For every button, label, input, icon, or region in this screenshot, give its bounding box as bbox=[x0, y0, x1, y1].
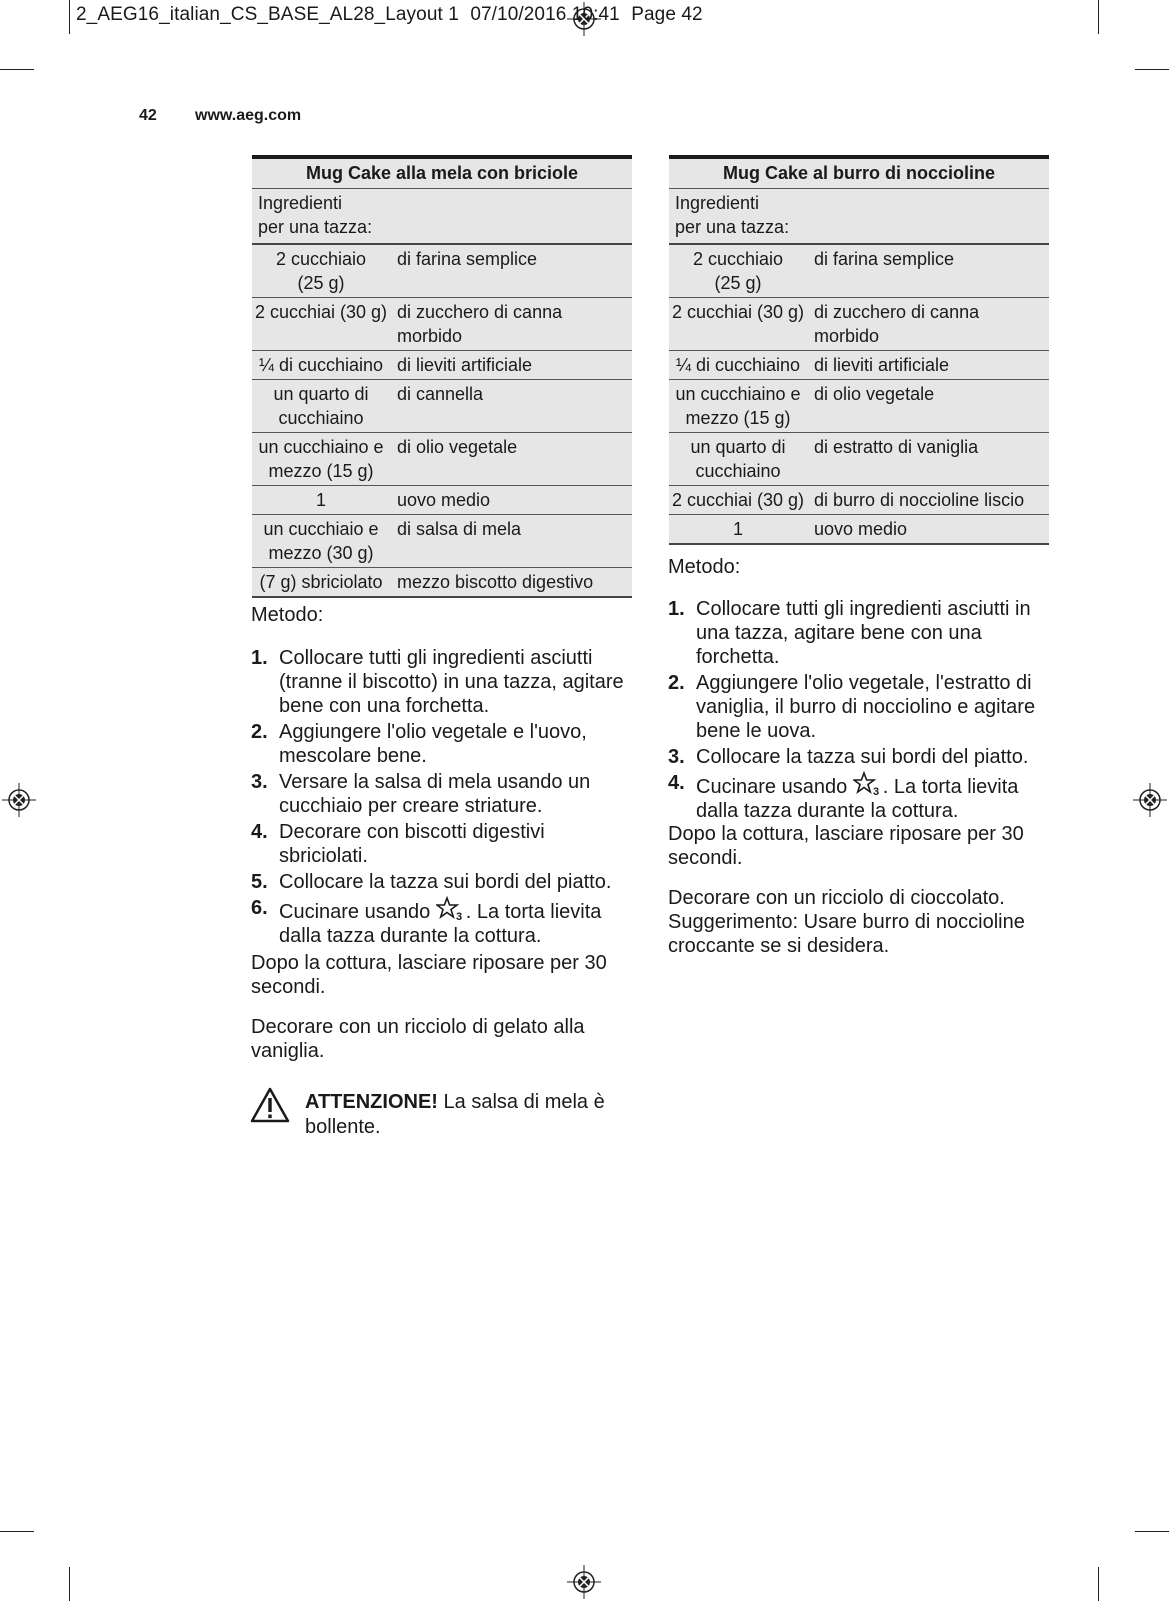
list-item: 1. Collocare tutti gli ingredienti asciutti in una tazza, agitare bene con una forchetta. bbox=[668, 598, 1031, 668]
ingredient-row: 2 cucchiai (30 g) di zucchero di canna morbido bbox=[252, 298, 632, 351]
page-number: 42 bbox=[139, 107, 157, 124]
method-heading: Metodo: bbox=[668, 556, 741, 578]
svg-text:3: 3 bbox=[872, 786, 879, 797]
crop-mark bbox=[1135, 69, 1169, 70]
crop-mark bbox=[0, 1531, 34, 1532]
ingredient-row: un quarto di cucchiaino di estratto di vaniglia bbox=[669, 433, 1049, 486]
after-cooking-text: Dopo la cottura, lasciare riposare per 30 secondi. bbox=[251, 952, 607, 998]
ingredients-table bbox=[252, 155, 632, 598]
crosshair-registration-icon bbox=[2, 783, 36, 817]
slug-datetime: 07/10/2016 10:41 bbox=[470, 4, 620, 25]
website-url: www.aeg.com bbox=[195, 107, 302, 124]
ingredient-row: un cucchiaino e mezzo (15 g) di olio vegetale bbox=[252, 433, 632, 486]
slug-filename: 2_AEG16_italian_CS_BASE_AL28_Layout 1 bbox=[76, 4, 459, 25]
warning-message: La salsa di mela è bollente. bbox=[305, 1091, 605, 1138]
list-item: 3. Versare la salsa di mela usando un cucchiaio per creare striature. bbox=[251, 771, 591, 817]
ingredient-row: ¼ di cucchiaino di lieviti artificiale bbox=[252, 351, 632, 380]
print-slug bbox=[76, 4, 709, 26]
list-item: 6. Cucinare usando 3 . La torta lievita dalla tazza durante la cottura. bbox=[251, 897, 602, 947]
recipe-title: Mug Cake alla mela con briciole bbox=[252, 157, 632, 189]
ingredient-row: (7 g) sbriciolato mezzo biscotto digestivo bbox=[252, 568, 632, 598]
ingredient-row: 1 uovo medio bbox=[252, 486, 632, 515]
list-item: 2. Aggiungere l'olio vegetale e l'uovo, mescolare bene. bbox=[251, 721, 587, 767]
method-heading: Metodo: bbox=[251, 604, 324, 626]
method-steps bbox=[251, 646, 631, 950]
crop-mark bbox=[69, 1567, 70, 1601]
recipe-left bbox=[252, 155, 632, 598]
ingredients-header: Ingredienti per una tazza: bbox=[252, 189, 632, 245]
list-item: 4. Cucinare usando 3 . La torta lievita dalla tazza durante la cottura. bbox=[668, 772, 1019, 822]
warning-note bbox=[305, 1090, 625, 1140]
list-item: 2. Aggiungere l'olio vegetale, l'estratto di vaniglia, il burro di nocciolino e agitare bene le uova. bbox=[668, 672, 1036, 742]
recipe-title: Mug Cake al burro di noccioline bbox=[669, 157, 1049, 189]
crop-mark bbox=[69, 0, 70, 34]
warning-label: ATTENZIONE! bbox=[305, 1091, 438, 1113]
garnish-text: Decorare con un ricciolo di cioccolato. bbox=[668, 887, 1005, 909]
after-cooking-text: Dopo la cottura, lasciare riposare per 30 secondi. bbox=[668, 823, 1024, 869]
list-item: 5. Collocare la tazza sui bordi del piatto. bbox=[251, 871, 612, 893]
recipe-right bbox=[669, 155, 1049, 545]
crop-mark bbox=[1098, 0, 1099, 34]
garnish-text: Decorare con un ricciolo di gelato alla vaniglia. bbox=[251, 1016, 585, 1062]
svg-text:3: 3 bbox=[455, 911, 462, 922]
ingredient-row: un quarto di cucchiaino di cannella bbox=[252, 380, 632, 433]
list-item: 3. Collocare la tazza sui bordi del piatto. bbox=[668, 746, 1029, 768]
star-power-level-icon bbox=[436, 896, 466, 922]
ingredients-table bbox=[669, 155, 1049, 545]
crosshair-registration-icon bbox=[567, 1565, 601, 1599]
ingredient-row: 1 uovo medio bbox=[669, 515, 1049, 545]
ingredient-row: 2 cucchiaio (25 g) di farina semplice bbox=[252, 244, 632, 298]
slug-page: Page 42 bbox=[631, 4, 703, 25]
ingredient-row: 2 cucchiaio (25 g) di farina semplice bbox=[669, 244, 1049, 298]
crop-mark bbox=[0, 69, 34, 70]
ingredient-row: ¼ di cucchiaino di lieviti artificiale bbox=[669, 351, 1049, 380]
warning-triangle-icon bbox=[250, 1087, 290, 1123]
ingredient-row: 2 cucchiai (30 g) di burro di noccioline liscio bbox=[669, 486, 1049, 515]
crosshair-registration-icon bbox=[1133, 783, 1167, 817]
ingredient-row: un cucchiaino e mezzo (15 g) di olio vegetale bbox=[669, 380, 1049, 433]
star-power-level-icon bbox=[853, 771, 883, 797]
ingredients-header: Ingredienti per una tazza: bbox=[669, 189, 1049, 245]
ingredient-row: 2 cucchiai (30 g) di zucchero di canna morbido bbox=[669, 298, 1049, 351]
tip-text: Suggerimento: Usare burro di noccioline croccante se si desidera. bbox=[668, 911, 1025, 957]
crop-mark bbox=[1098, 1567, 1099, 1601]
ingredient-row: un cucchiaio e mezzo (30 g) di salsa di mela bbox=[252, 515, 632, 568]
list-item: 1. Collocare tutti gli ingredienti asciutti (tranne il biscotto) in una tazza, agitare bene con una forchetta. bbox=[251, 647, 624, 717]
crop-mark bbox=[1135, 1531, 1169, 1532]
method-steps bbox=[668, 597, 1053, 825]
list-item: 4. Decorare con biscotti digestivi sbriciolati. bbox=[251, 821, 545, 867]
